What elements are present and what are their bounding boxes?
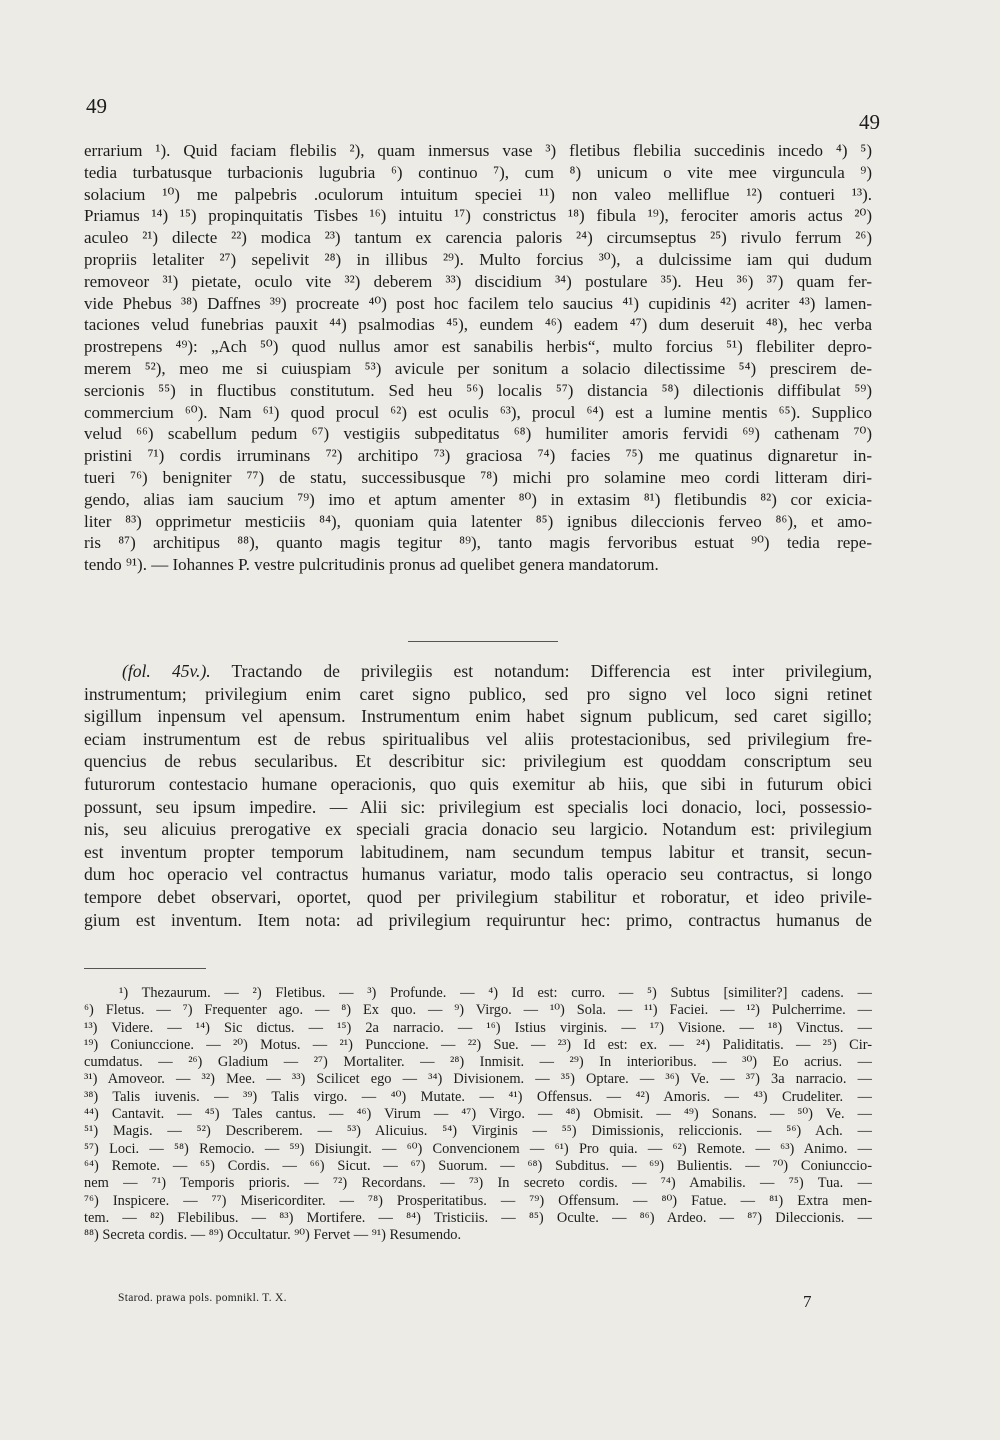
text-line: tueri ⁷⁶) benigniter ⁷⁷) de statu, successibusque ⁷⁸) michi pro solamine meo cordi litteram diri-	[84, 467, 872, 487]
text-line: sercionis ⁵⁵) in fluctibus constitutum. Sed heu ⁵⁶) localis ⁵⁷) distancia ⁵⁸) dilectionis diffibulat ⁵⁹)	[84, 380, 872, 400]
text-line: taciones velud funebrias pauxit ⁴⁴) psalmodias ⁴⁵), eundem ⁴⁶) eadem ⁴⁷) dum deseruit ⁴⁸), hec verba	[84, 315, 872, 335]
text-line: ris ⁸⁷) architipus ⁸⁸), quanto magis tegitur ⁸⁹), tanto magis fervoribus estuat ⁹⁰) tedia repe-	[84, 533, 872, 553]
text-line: futurorum contestacio humane operacionis, quo quis exemitur ab hiis, que sibi in futurum obici	[84, 773, 872, 794]
text-line	[84, 660, 872, 683]
text-line: eciam instrumentum est de rebus spiritualibus vel aliis protestacionibus, sed privilegium fre-	[84, 728, 872, 749]
footnote-line: nem — ⁷¹) Temporis prioris. — ⁷²) Recordans. — ⁷³) In secreto cordis. — ⁷⁴) Amabilis. — ⁷⁵) Tua. —	[84, 1175, 872, 1192]
text-line: possunt, seu ipsum impedire. — Alii sic: privilegium est specialis loci donacio, loci, possessio-	[84, 796, 872, 817]
text-line: nis, seu alicuius prerogative ex speciali gracia donacio seu largicio. Notandum est: privilegium	[84, 819, 872, 840]
footnote-line: tem. — ⁸²) Flebilibus. — ⁸³) Mortifere. — ⁸⁴) Tristiciis. — ⁸⁵) Oculte. — ⁸⁶) Ardeo. — ⁸⁷) Dileccionis. —	[84, 1209, 872, 1226]
text-line: vide Phebus ³⁸) Daffnes ³⁹) procreate ⁴⁰) post hoc facilem telo saucius ⁴¹) cupidinis ⁴²) acriter ⁴³) lamen-	[84, 293, 872, 313]
text-line: errarium ¹). Quid faciam flebilis ²), quam inmersus vase ³) fletibus flebilia succedinis incedo ⁴) ⁵)	[84, 141, 872, 160]
text-line: gium est inventum. Item nota: ad privilegium requiruntur hec: primo, contractus humanus de	[84, 909, 872, 930]
footnote-line: ⁶⁴) Remote. — ⁶⁵) Cordis. — ⁶⁶) Sicut. — ⁶⁷) Suorum. — ⁶⁸) Subditus. — ⁶⁹) Bulientis. — ⁷⁰) Coniunccio-	[84, 1157, 872, 1174]
text-line: pristini ⁷¹) cordis irruminans ⁷²) architipo ⁷³) graciosa ⁷⁴) facies ⁷⁵) me quatinus dignaretur in-	[84, 446, 872, 466]
footnote-line: ⁵⁷) Loci. — ⁵⁸) Remocio. — ⁵⁹) Disiungit. — ⁶⁰) Convencionem — ⁶¹) Pro quia. — ⁶²) Remote. — ⁶³) Animo. —	[84, 1140, 872, 1157]
footnote-line: ⁶) Fletus. — ⁷) Frequenter ago. — ⁸) Ex quo. — ⁹) Virgo. — ¹⁰) Sola. — ¹¹) Faciei. — ¹²) Pulcherrime. —	[84, 1002, 872, 1019]
footnote-line: ¹³) Videre. — ¹⁴) Sic dictus. — ¹⁵) 2a narracio. — ¹⁶) Istius virginis. — ¹⁷) Visione. — ¹⁸) Vinctus. —	[84, 1019, 872, 1036]
text-line: dum hoc operacio vel contractus humanus variatur, modo talis operacio seu contractus, si longo	[84, 864, 872, 885]
text-line: solacium ¹⁰) me palpebris .oculorum intuitum speciei ¹¹) non valeo melliflue ¹²) contueri ¹³).	[84, 184, 872, 204]
text-line: aculeo ²¹) dilecte ²²) modica ²³) tantum ex carencia paloris ²⁴) circumseptus ²⁵) rivulo ferrum ²⁶)	[84, 228, 872, 248]
footnote-line: ¹⁹) Coniunccione. — ²⁰) Motus. — ²¹) Punccione. — ²²) Sue. — ²³) Id est: ex. — ²⁴) Paliditatis. — ²⁵) Cir-	[84, 1036, 872, 1053]
section-separator	[408, 641, 558, 642]
signature-mark: 7	[803, 1292, 812, 1311]
text-line: merem ⁵²), meo me si cuiuspiam ⁵³) avicule per sonitum a solacio dilectissime ⁵⁴) prescirem de-	[84, 358, 872, 378]
footnote-rule	[84, 968, 206, 969]
treatise-text	[84, 660, 872, 931]
text-line-rest: Tractando de privilegiis est notandum: Differencia est inter privilegium,	[210, 661, 872, 681]
letter-text	[84, 140, 872, 576]
text-line: instrumentum; privilegium enim caret signo publico, sed pro signo vel loco signi retinet	[84, 683, 872, 704]
text-line: tedia turbatusque turbacionis lugubria ⁶) continuo ⁷), cum ⁸) unicum o vite mee virguncula ⁹)	[84, 162, 872, 182]
footnote-line: ⁴⁴) Cantavit. — ⁴⁵) Tales cantus. — ⁴⁶) Virum — ⁴⁷) Virgo. — ⁴⁸) Obmisit. — ⁴⁹) Sonans. — ⁵⁰) Ve. —	[84, 1106, 872, 1123]
text-line: Priamus ¹⁴) ¹⁵) propinquitatis Tisbes ¹⁶) intuitu ¹⁷) constrictus ¹⁸) fibula ¹⁹), ferociter amoris actus ²⁰)	[84, 206, 872, 226]
footnote-line: ¹) Thezaurum. — ²) Fletibus. — ³) Profunde. — ⁴) Id est: curro. — ⁵) Subtus [similiter?] cadens. —	[119, 985, 872, 1001]
footnote-line: ³⁸) Talis iuvenis. — ³⁹) Talis virgo. — ⁴⁰) Mutate. — ⁴¹) Offensus. — ⁴²) Amoris. — ⁴³) Crudeliter. —	[84, 1088, 872, 1105]
text-line: sigillum inpensum vel apensum. Instrumentum enim habet signum publicum, sed caret sigillo;	[84, 706, 872, 727]
text-line: tempore debet observari, oportet, quod per privilegium stabilitur et roboratur, et ideo privile-	[84, 886, 872, 907]
text-line: velud ⁶⁶) scabellum pedum ⁶⁷) vestigiis subpeditatus ⁶⁸) humiliter amoris fervidi ⁶⁹) cathenam ⁷⁰)	[84, 424, 872, 444]
text-line: quencius de rebus secularibus. Et describitur sic: privilegium est quoddam conscriptum seu	[84, 751, 872, 772]
footnote-line: ⁸⁸) Secreta cordis. — ⁸⁹) Occultatur. ⁹⁰) Fervet — ⁹¹) Resumendo.	[84, 1227, 462, 1244]
printer-note: Starod. prawa pols. pomnikl. T. X.	[118, 1292, 287, 1304]
footnote-line: ⁷⁶) Inspicere. — ⁷⁷) Misericorditer. — ⁷⁸) Prosperitatibus. — ⁷⁹) Offensum. — ⁸⁰) Fatue. — ⁸¹) Extra men-	[84, 1192, 872, 1209]
page-number-right: 49	[859, 110, 880, 134]
footnote-line: cumdatus. — ²⁶) Gladium — ²⁷) Mortaliter. — ²⁸) Inmisit. — ²⁹) In interioribus. — ³⁰) Eo acrius. —	[84, 1054, 872, 1071]
text-line: propriis letaliter ²⁷) sepelivit ²⁸) in illibus ²⁹). Multo forcius ³⁰), a dulcissime iam qui dudum	[84, 249, 872, 269]
footnote-line: ³¹) Amoveor. — ³²) Mee. — ³³) Scilicet ego — ³⁴) Divisionem. — ³⁵) Optare. — ³⁶) Ve. — ³⁷) 3a narracio. —	[84, 1071, 872, 1088]
text-line: tendo ⁹¹). — Iohannes P. vestre pulcritudinis pronus ad quelibet genera mandatorum.	[84, 555, 659, 575]
text-line: prostrepens ⁴⁹): „Ach ⁵⁰) quod nullus amor est sanabilis herbis“, multo forcius ⁵¹) flebiliter depro-	[84, 337, 872, 357]
text-line: commercium ⁶⁰). Nam ⁶¹) quod procul ⁶²) est oculis ⁶³), procul ⁶⁴) est a lumine mentis ⁶⁵). Supplico	[84, 402, 872, 422]
page-number-left: 49	[86, 94, 107, 118]
footnote-line: ⁵¹) Magis. — ⁵²) Describerem. — ⁵³) Alicuius. ⁵⁴) Virginis — ⁵⁵) Dimissionis, reliccionis. — ⁵⁶) Ach. —	[84, 1123, 872, 1140]
footnotes	[84, 985, 872, 1244]
text-line: est inventum propter temporum labitudinem, nam secundum tempus labitur et transit, secun-	[84, 841, 872, 862]
text-line: removeor ³¹) pietate, oculo vite ³²) deberem ³³) discidium ³⁴) postulare ³⁵). Heu ³⁶) ³⁷) quam fer-	[84, 271, 872, 291]
folio-reference: (fol. 45v.).	[122, 661, 211, 681]
text-line: gendo, alias iam saucium ⁷⁹) imo et aptum amenter ⁸⁰) in extasim ⁸¹) fletibundis ⁸²) cor exicia-	[84, 489, 872, 509]
text-line: liter ⁸³) opprimetur mesticiis ⁸⁴), quoniam quia latenter ⁸⁵) ignibus dileccionis ferveo ⁸⁶), et amo-	[84, 511, 872, 531]
